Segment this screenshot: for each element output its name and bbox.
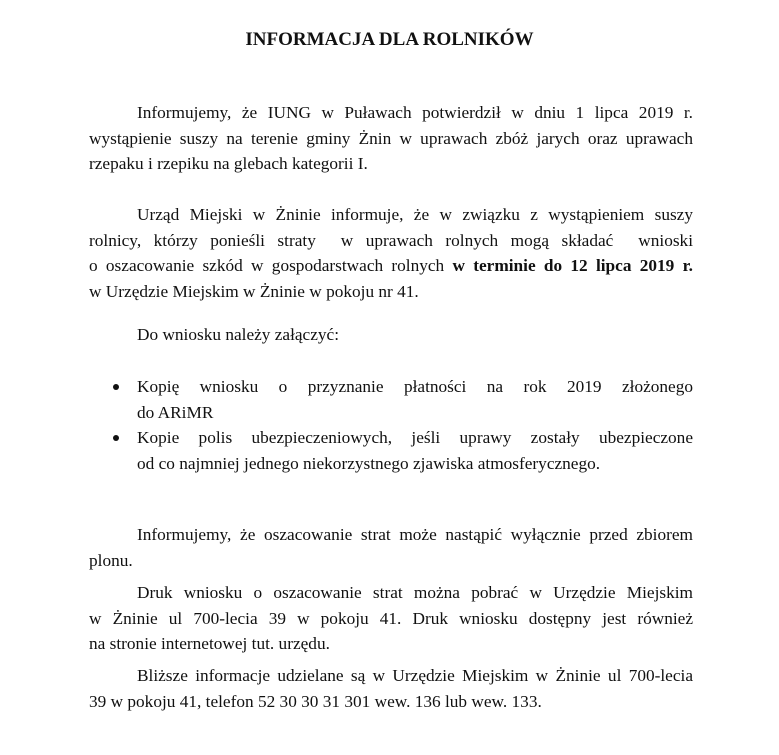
text-line: na stronie internetowej tut. urzędu. <box>89 634 330 653</box>
list-item <box>110 425 693 476</box>
attachments-list <box>110 374 693 476</box>
text-line: do ARiMR <box>137 402 214 422</box>
text-line: rolnicy, którzy ponieśli straty w uprawach rolnych mogą składać wnioski <box>89 230 693 250</box>
text-line: plonu. <box>89 550 133 570</box>
paragraph-before-harvest <box>89 522 693 573</box>
text-line: Urząd Miejski w Żninie informuje, że w związku z wystąpieniem suszy <box>137 205 693 224</box>
text-line: od co najmniej jednego niekorzystnego zjawiska atmosferycznego. <box>137 453 601 473</box>
list-item <box>110 374 693 425</box>
text-line: w Urzędzie Miejskim w Żninie w pokoju nr 41. <box>89 281 419 301</box>
text-line: Druk wniosku o oszacowanie strat można pobrać w Urzędzie Miejskim <box>137 583 693 602</box>
document-title: INFORMACJA DLA ROLNIKÓW <box>245 29 534 50</box>
text-line: Informujemy, że oszacowanie strat może nastąpić wyłącznie przed zbiorem <box>137 525 693 544</box>
text-regular: o oszacowanie szkód w gospodarstwach rolnych <box>89 256 453 275</box>
text-line: rzepaku i rzepiku na glebach kategorii I. <box>89 154 368 173</box>
bullet-icon <box>113 384 119 390</box>
paragraph-contact-info <box>89 663 693 714</box>
text-line: 39 w pokoju 41, telefon 52 30 30 31 301 wew. 136 lub wew. 133. <box>89 691 542 711</box>
paragraph-iung-confirmation <box>89 100 693 177</box>
text-line <box>89 253 693 279</box>
bullet-icon <box>113 435 119 441</box>
text-line: Informujemy, że IUNG w Puławach potwierdził w dniu 1 lipca 2019 r. <box>137 103 693 122</box>
text-line: Kopię wniosku o przyznanie płatności na rok 2019 złożonego <box>137 377 693 396</box>
text-line: Kopie polis ubezpieczeniowych, jeśli uprawy zostały ubezpieczone <box>137 428 693 447</box>
deadline-bold-text: w terminie do 12 lipca 2019 r. <box>452 256 693 275</box>
paragraph-application-deadline <box>89 202 693 304</box>
attachments-intro: Do wniosku należy załączyć: <box>137 325 340 344</box>
text-line: wystąpienie suszy na terenie gminy Żnin w uprawach zbóż jarych oraz uprawach <box>89 128 693 148</box>
text-line: w Żninie ul 700-lecia 39 w pokoju 41. Druk wniosku dostępny jest również <box>89 608 693 628</box>
paragraph-form-download <box>89 580 693 657</box>
text-line: Bliższe informacje udzielane są w Urzędzie Miejskim w Żninie ul 700-lecia <box>137 666 693 685</box>
